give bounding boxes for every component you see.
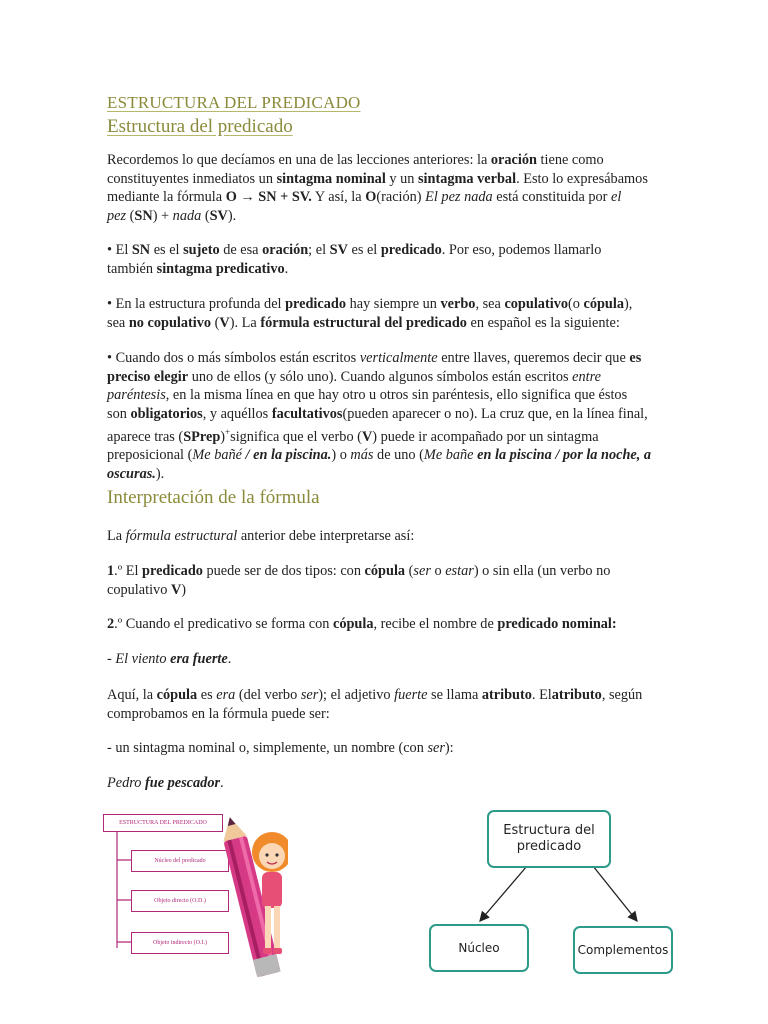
text: o — [430, 563, 446, 579]
text-bold: atributo — [551, 687, 602, 703]
text-line — [107, 368, 662, 387]
text: ) o — [331, 447, 351, 464]
text: . El — [531, 687, 552, 703]
text: , recibe el nombre de — [373, 616, 498, 632]
text: ) puede ir acompañado por un sintagma — [372, 428, 599, 445]
text: (del verbo — [235, 687, 301, 703]
text-bold: SN — [134, 207, 153, 224]
text-bold: cópula — [156, 687, 198, 703]
text: (pueden aparecer o no). La cruz que, en la línea final, — [342, 405, 648, 422]
text: , sea — [475, 296, 505, 312]
text-bold: copulativo — [504, 296, 568, 312]
text-line — [107, 295, 662, 314]
subtitle: Estructura del predicado — [107, 116, 293, 137]
text: anterior debe interpretarse así: — [237, 528, 415, 544]
text-line — [107, 349, 662, 368]
text-italic: verticalmente — [359, 350, 438, 366]
text: también — [107, 260, 157, 277]
text-italic: entre — [572, 368, 601, 385]
text: • En la estructura profunda del — [107, 296, 286, 312]
text-italic: paréntesis — [107, 387, 166, 403]
text-italic: Pedro — [107, 775, 142, 791]
text-line — [107, 705, 662, 724]
text-bold: preciso elegir — [107, 368, 189, 385]
text: sea — [107, 314, 129, 331]
text-line — [107, 314, 662, 333]
paragraph-sujeto — [107, 241, 662, 278]
text: . Esto lo expresábamos — [516, 170, 648, 187]
paragraph-sintagma-nominal — [107, 739, 662, 758]
text: preposicional ( — [107, 447, 193, 464]
text: entre llaves, queremos decir que — [437, 350, 630, 366]
text-line — [107, 446, 662, 465]
text-bold: SV — [329, 242, 348, 258]
text-bold: es — [629, 350, 642, 366]
paragraph-interpretacion — [107, 527, 662, 546]
text: ( — [211, 314, 220, 331]
paragraph-estructura — [107, 295, 662, 332]
diagram-root-box: Estructura del predicado — [487, 810, 611, 868]
diagram-nucleo-box: Núcleo — [429, 924, 529, 972]
text-bold: cópula — [583, 296, 625, 312]
text: La — [107, 528, 126, 544]
paragraph-point-2 — [107, 615, 662, 634]
text: se llama — [427, 687, 482, 703]
text-bold: V — [170, 581, 182, 598]
text: de esa — [219, 242, 263, 258]
text: . — [284, 260, 289, 277]
text-bold: sintagma predicativo — [156, 260, 285, 277]
text-line — [107, 405, 662, 424]
text-italic: Me bañe — [423, 447, 474, 464]
text-bold: predicado nominal: — [497, 616, 617, 632]
scheme-item-box: Objeto indirecto (O.I.) — [131, 932, 229, 954]
text-italic: era — [216, 687, 236, 703]
text-bold: sujeto — [183, 242, 220, 258]
paragraph-simbolos — [107, 349, 662, 483]
paragraph-atributo — [107, 686, 662, 723]
number: 2 — [107, 616, 115, 632]
text-bold: V — [219, 314, 230, 331]
text: en español es la siguiente: — [466, 314, 620, 331]
text: de uno ( — [373, 447, 424, 464]
text-bold: atributo — [481, 687, 532, 703]
text-italic: fórmula estructural — [125, 528, 238, 544]
text-bold-italic: oscuras. — [107, 465, 156, 482]
text: .º El — [114, 563, 143, 579]
text-italic: fuerte — [394, 687, 428, 703]
section-heading: Interpretación de la fórmula — [107, 487, 320, 508]
text: Recordemos lo que decíamos en una de las lecciones anteriores: la — [107, 152, 491, 168]
text: puede ser de dos tipos: con — [202, 563, 365, 579]
text: (o — [568, 296, 584, 312]
text: • Cuando dos o más símbolos están escritos — [107, 350, 360, 366]
text-line — [107, 562, 662, 581]
text-bold: SN — [131, 242, 151, 258]
text-line — [107, 188, 662, 207]
text-italic: ser — [427, 740, 445, 756]
text-bold: predicado — [285, 296, 346, 312]
scheme-item-box: Objeto directo (O.D.) — [131, 890, 229, 912]
text: ; el — [308, 242, 330, 258]
structure-diagram — [425, 806, 675, 981]
superscript-plus: + — [225, 427, 231, 437]
main-title: ESTRUCTURA DEL PREDICADO — [107, 93, 361, 112]
text-line — [107, 207, 662, 226]
text-italic: El viento — [115, 651, 167, 667]
pencil-girl-illustration — [218, 808, 288, 988]
text-bold: sintagma nominal — [276, 170, 386, 187]
text: es — [197, 687, 217, 703]
text-bold: SV — [209, 207, 228, 224]
text-italic: estar — [445, 563, 474, 579]
text: Aquí, la — [107, 687, 157, 703]
text: ) — [220, 428, 226, 445]
text: , según — [601, 687, 643, 703]
text: • El — [107, 242, 132, 258]
text-line — [107, 241, 662, 260]
text: ( — [201, 207, 210, 224]
text-italic: ser — [300, 687, 319, 703]
text-line — [107, 465, 662, 484]
text: . Por eso, podemos llamarlo — [441, 242, 602, 258]
text-line — [107, 170, 662, 189]
text: Y así, la — [311, 189, 366, 205]
text: y un — [385, 170, 418, 187]
text-line — [107, 151, 662, 170]
text-bold: no copulativo — [128, 314, 212, 331]
paragraph-intro — [107, 151, 662, 225]
text-bold-italic: en la piscina / por la noche, a — [473, 447, 652, 464]
text-bold-italic: fue pescador — [141, 775, 221, 791]
text: son — [107, 405, 131, 422]
text: ). La — [229, 314, 261, 331]
text: (ración) — [376, 189, 426, 205]
text-bold: obligatorios — [130, 405, 203, 422]
text-bold: verbo — [440, 296, 476, 312]
text: - — [107, 651, 116, 667]
illustration-scheme — [103, 808, 283, 988]
example-line — [107, 650, 662, 669]
text: ) o sin ella (un verbo no — [473, 563, 611, 579]
text: - un sintagma nominal o, simplemente, un nombre (con — [107, 740, 428, 756]
text: es el — [347, 242, 381, 258]
text: ). — [227, 207, 237, 224]
text-bold: oración — [490, 152, 537, 168]
text-bold: cópula — [332, 616, 374, 632]
text: uno de ellos (y sólo uno). Cuando algunos símbolos están escritos — [188, 368, 573, 385]
text: aparece tras ( — [107, 428, 184, 445]
scheme-title-box: ESTRUCTURA DEL PREDICADO — [103, 814, 223, 832]
paragraph-point-1 — [107, 562, 662, 599]
text: constituyentes inmediatos un — [107, 170, 277, 187]
text-italic: el — [611, 189, 622, 205]
text: ) + — [152, 207, 173, 224]
text-italic: más — [350, 447, 374, 464]
formula: O → SN + SV. — [225, 189, 312, 205]
text: . — [227, 651, 232, 667]
number: 1 — [107, 563, 115, 579]
text-bold: predicado — [380, 242, 442, 258]
text-line — [107, 260, 662, 279]
text-bold: V — [361, 428, 373, 445]
text-bold: predicado — [142, 563, 203, 579]
text: ) — [181, 581, 187, 598]
text-italic: El pez nada — [425, 189, 493, 205]
text: es el — [150, 242, 184, 258]
text: ); el adjetivo — [318, 687, 395, 703]
text: mediante la fórmula — [107, 189, 226, 205]
text: ): — [444, 740, 454, 756]
text: tiene como — [536, 152, 604, 168]
example-line — [107, 774, 662, 793]
text-bold-italic: / en la piscina. — [241, 447, 332, 464]
text: , y aquéllos — [202, 405, 272, 422]
text: , en la misma línea en que hay otro u otros sin paréntesis, ello significa que éstos — [165, 387, 628, 403]
text: hay siempre un — [346, 296, 441, 312]
text: ( — [405, 563, 414, 579]
text-italic: Me bañé — [192, 447, 242, 464]
text: copulativo — [107, 581, 171, 598]
text-bold: cópula — [364, 563, 406, 579]
text: comprobamos en la fórmula puede ser: — [107, 705, 330, 722]
text: ( — [126, 207, 135, 224]
text: .º Cuando el predicativo se forma con — [114, 616, 333, 632]
text-bold: O — [365, 189, 377, 205]
text-bold: fórmula estructural del predicado — [260, 314, 467, 331]
text-line — [107, 581, 662, 600]
text-bold-italic: era fuerte — [166, 651, 228, 667]
text-bold: oración — [262, 242, 309, 258]
text-italic: ser — [413, 563, 431, 579]
text: . — [220, 775, 224, 791]
text-line — [107, 423, 662, 446]
diagram-complementos-box: Complementos — [573, 926, 673, 974]
text: está constituida por — [492, 189, 611, 205]
text-line — [107, 686, 662, 705]
text-italic: pez — [107, 207, 127, 224]
scheme-item-box: Núcleo del predicado — [131, 850, 229, 872]
text: ). — [155, 465, 165, 482]
text-line — [107, 386, 662, 405]
text-bold: facultativos — [271, 405, 343, 422]
text-bold: SPrep — [183, 428, 221, 445]
text-bold: sintagma verbal — [417, 170, 517, 187]
text: significa que el verbo ( — [230, 428, 362, 445]
text: ), — [624, 296, 633, 312]
text-italic: nada — [172, 207, 202, 224]
